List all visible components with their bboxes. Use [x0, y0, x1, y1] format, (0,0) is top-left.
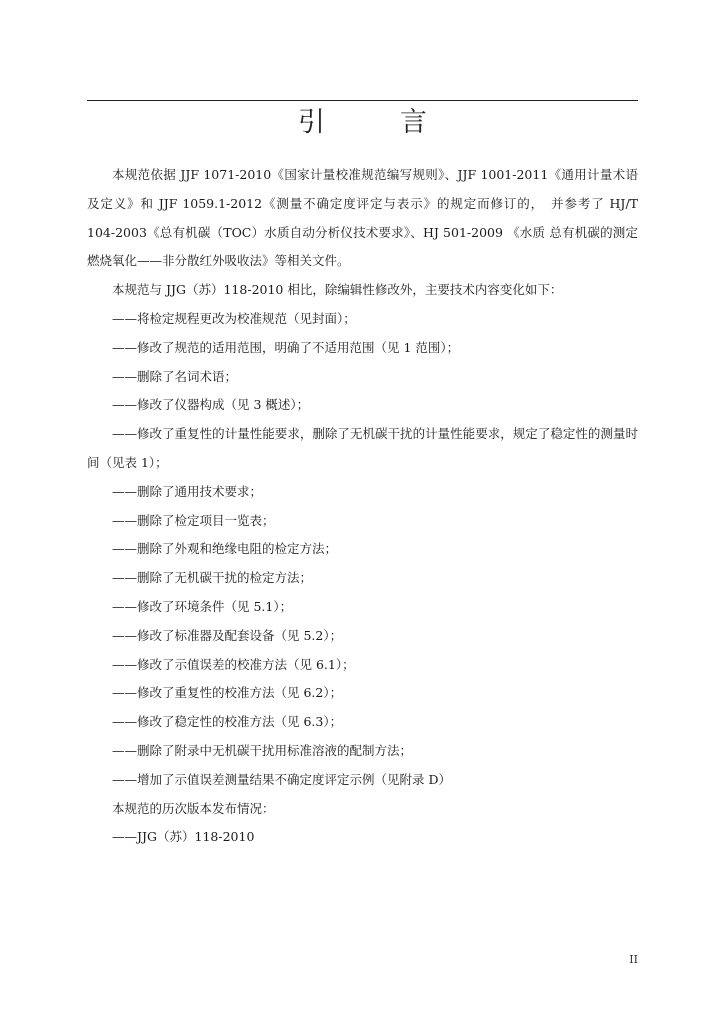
page-number: II — [629, 953, 638, 966]
change-item: ——修改了重复性的校准方法（见 6.2）； — [112, 685, 343, 701]
change-item: ——修改了稳定性的校准方法（见 6.3）； — [112, 714, 343, 730]
comparison-paragraph: 本规范与 JJG（苏）118-2010 相比，除编辑性修改外，主要技术内容变化如下： — [112, 282, 563, 298]
history-item: ——JJG（苏）118-2010 — [112, 829, 255, 845]
change-item: ——删除了检定项目一览表； — [112, 512, 275, 528]
change-item: ——删除了外观和绝缘电阻的检定方法； — [112, 541, 338, 557]
change-item: ——删除了无机碳干扰的检定方法； — [112, 570, 313, 586]
change-item: ——修改了重复性的计量性能要求，删除了无机碳干扰的计量性能要求，规定了稳定性的测量时间（见表 1）； — [87, 426, 638, 470]
change-item: ——修改了环境条件（见 5.1）； — [112, 598, 293, 614]
change-item: ——删除了名词术语； — [112, 368, 238, 384]
change-item: ——修改了仪器构成（见 3 概述）； — [112, 397, 310, 413]
header-rule — [87, 100, 638, 101]
document-body — [87, 161, 651, 852]
change-item: ——将检定规程更改为校准规范（见封面）； — [112, 310, 356, 326]
change-item: ——修改了规范的适用范围，明确了不适用范围（见 1 范围）； — [112, 339, 460, 355]
change-item: ——修改了标准器及配套设备（见 5.2）； — [112, 627, 343, 643]
history-label: 本规范的历次版本发布情况： — [112, 800, 275, 816]
change-item: ——修改了示值误差的校准方法（见 6.1）； — [112, 656, 355, 672]
page-title: 引 言 — [298, 107, 451, 138]
change-item: ——增加了示值误差测量结果不确定度评定示例（见附录 D） — [112, 771, 451, 787]
intro-paragraph: 本规范依据 JJF 1071-2010《国家计量校准规范编写规则》、JJF 1001-2011《通用计量术语及定义》和 JJF 1059.1-2012《测量不确定度评定与表示》的规定而修订的， 并参考了 HJ/T 104-2003《总有机碳（TOC）水质自动分析仪技术要求》、HJ 501-2009 《水质 总有机碳的测定 燃烧氧化——非分散红外吸收法》等相关文件。 — [87, 167, 651, 269]
change-item: ——删除了附录中无机碳干扰用标准溶液的配制方法； — [112, 742, 413, 758]
change-item: ——删除了通用技术要求； — [112, 483, 263, 499]
